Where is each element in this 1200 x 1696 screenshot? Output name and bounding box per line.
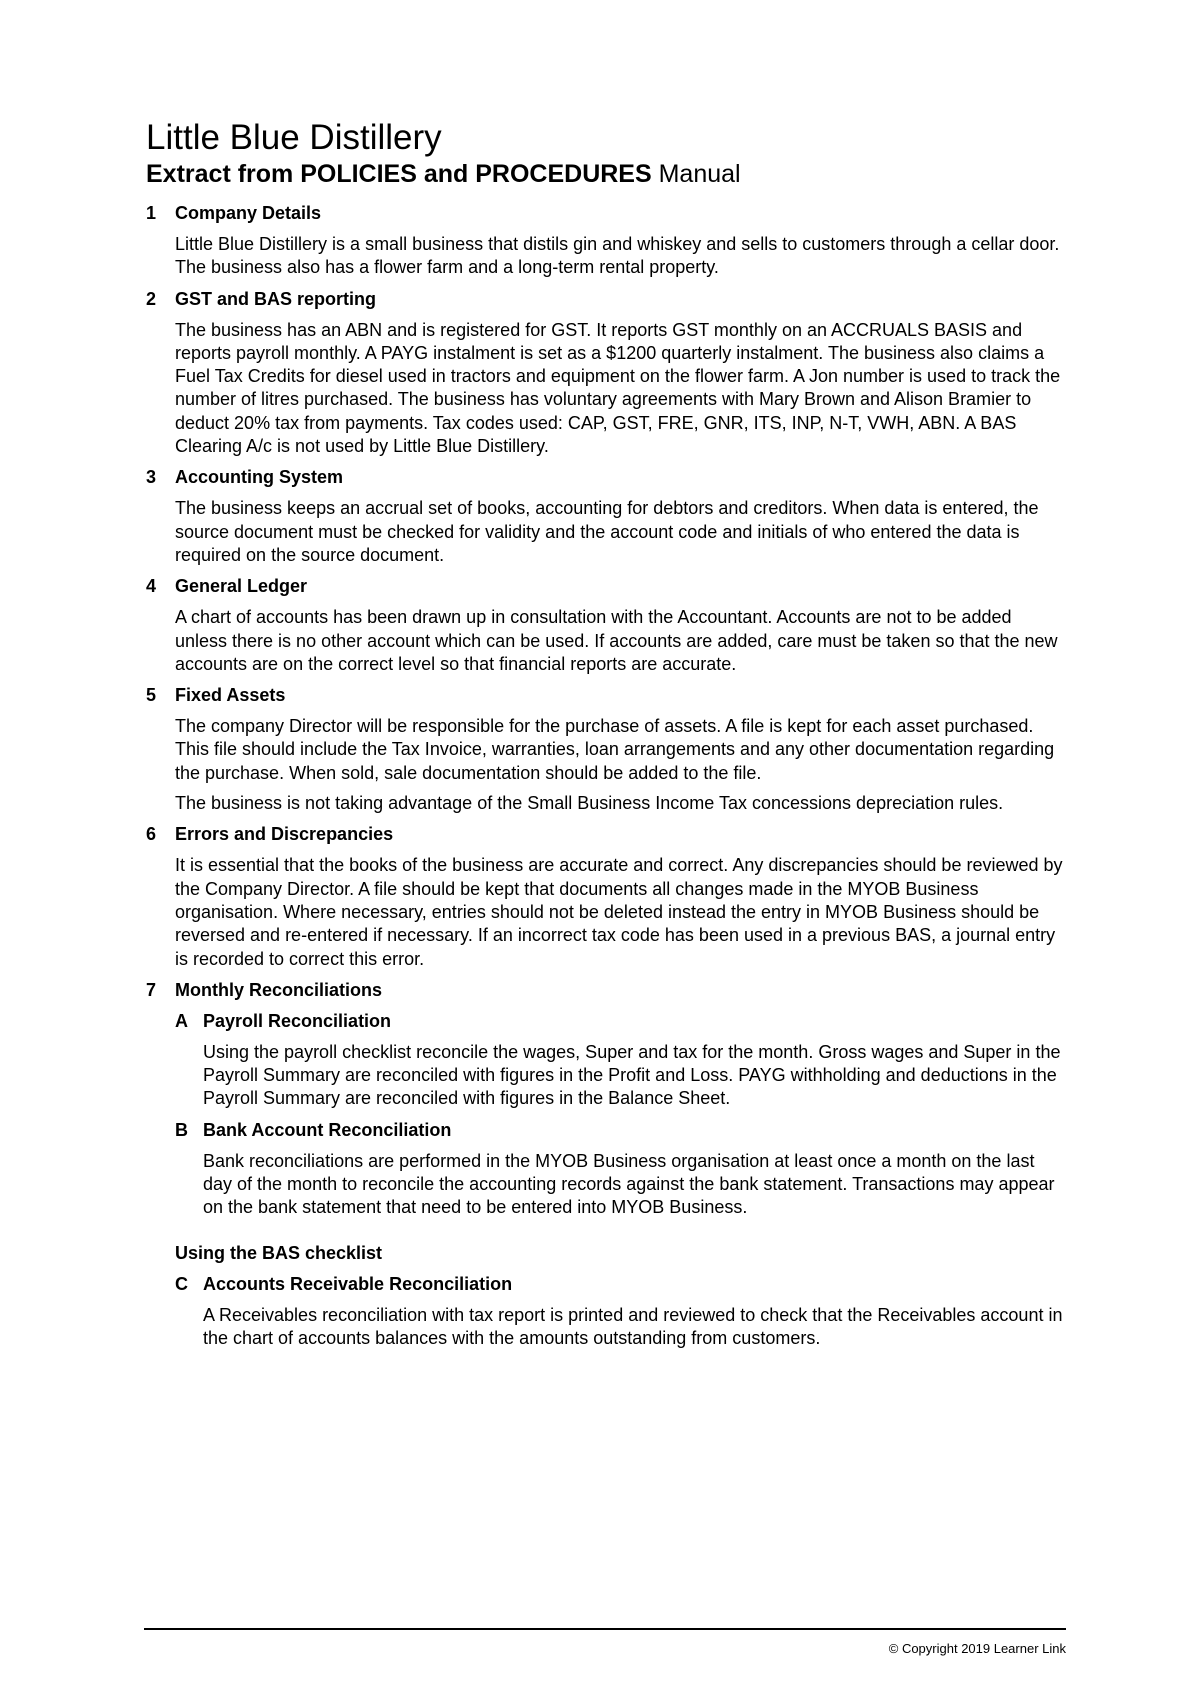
section-body <box>175 233 1066 280</box>
subsection-title: Payroll Reconciliation <box>203 1010 392 1031</box>
section-heading <box>146 979 1066 1002</box>
section-gst-bas-reporting <box>146 288 1066 459</box>
paragraph: The business is not taking advantage of the Small Business Income Tax concessions depreciation rules. <box>175 793 1004 814</box>
section-general-ledger <box>146 575 1066 676</box>
paragraph: The business keeps an accrual set of books, accounting for debtors and creditors. When data is entered, the source document must be checked for validity and the account code and initials of who entered the data is required on the source document. <box>175 498 1039 565</box>
subsection-letter: A <box>175 1010 188 1031</box>
bas-checklist-heading: Using the BAS checklist <box>175 1242 383 1263</box>
section-body <box>175 854 1066 970</box>
document-title: Little Blue Distillery <box>146 118 442 157</box>
section-body <box>175 497 1066 567</box>
subsection-title: Bank Account Reconciliation <box>203 1119 452 1140</box>
footer-divider <box>144 1628 1066 1630</box>
subsection-body <box>203 1150 1066 1220</box>
subsection-letter: B <box>175 1119 188 1140</box>
section-title: GST and BAS reporting <box>175 288 377 309</box>
section-title: Company Details <box>175 203 322 223</box>
section-number: 3 <box>146 467 157 488</box>
section-number: 1 <box>146 203 157 223</box>
paragraph: Little Blue Distillery is a small business that distils gin and whiskey and sells to customers through a cellar door. The business also has a flower farm and a long-term rental property. <box>175 234 1060 278</box>
document-page <box>146 118 1066 1358</box>
section-heading <box>146 823 1066 846</box>
subsection-title: Accounts Receivable Reconciliation <box>203 1273 513 1294</box>
paragraph: Bank reconciliations are performed in the MYOB Business organisation at least once a month on the last day of the month to reconcile the accounting records against the bank statement. Transactions may appear on the bank statement that need to be entered into MYOB Business. <box>203 1150 1055 1218</box>
section-heading <box>146 684 1066 707</box>
section-number: 6 <box>146 824 157 845</box>
section-heading <box>146 575 1066 598</box>
section-body <box>175 715 1066 815</box>
subsection-letter: C <box>175 1273 188 1294</box>
section-company-details <box>146 202 1066 280</box>
paragraph: A Receivables reconciliation with tax report is printed and reviewed to check that the Receivables account in the chart of accounts balances with the amounts outstanding from customers. <box>203 1304 1063 1348</box>
section-monthly-reconciliations <box>146 979 1066 1350</box>
paragraph: Using the payroll checklist reconcile the wages, Super and tax for the month. Gross wages and Super in the Payroll Summary are reconciled with figures in the Profit and Loss. PAYG withholding and deductions in the Payroll Summary are reconciled with figures in the Balance Sheet. <box>203 1041 1061 1109</box>
paragraph: The business has an ABN and is registered for GST. It reports GST monthly on an ACCRUALS BASIS and reports payroll monthly. A PAYG instalment is set as a $1200 quarterly instalment. The business also claims a Fuel Tax Credits for diesel used in tractors and equipment on the flower farm. A Jon number is used to track the number of litres purchased. The business has voluntary agreements with Mary Brown and Alison Bramier to deduct 20% tax from payments. Tax codes used: CAP, GST, FRE, GNR, ITS, INP, N-T, VWH, ABN. A BAS Clearing A/c is not used by Little Blue Distillery. <box>175 319 1061 457</box>
subsection-heading-payroll <box>175 1010 1066 1033</box>
subtitle-rest: Manual <box>658 160 741 188</box>
section-errors-discrepancies <box>146 823 1066 970</box>
section-title: Fixed Assets <box>175 685 286 706</box>
section-heading <box>146 202 1066 225</box>
section-number: 7 <box>146 979 157 1000</box>
paragraph: It is essential that the books of the business are accurate and correct. Any discrepancies should be reviewed by the Company Director. A file should be kept that documents all changes made in the MYOB Business organisation. Where necessary, entries should not be deleted instead the entry in MYOB Business should be reversed and re-entered if necessary. If an incorrect tax code has been used in a previous BAS, a journal entry is recorded to correct this error. <box>175 855 1063 969</box>
section-accounting-system <box>146 466 1066 567</box>
section-body <box>175 606 1066 676</box>
footer-copyright: © Copyright 2019 Learner Link <box>888 1641 1066 1656</box>
section-title: General Ledger <box>175 576 308 597</box>
subtitle-bold: Extract from POLICIES and PROCEDURES <box>146 160 652 188</box>
section-heading <box>146 466 1066 489</box>
section-title: Errors and Discrepancies <box>175 824 394 845</box>
section-title: Monthly Reconciliations <box>175 979 383 1000</box>
subsection-body <box>203 1304 1066 1351</box>
paragraph: A chart of accounts has been drawn up in consultation with the Accountant. Accounts are not to be added unless there is no other account which can be used. If accounts are added, care must be taken so that the new accounts are on the correct level so that financial reports are accurate. <box>175 607 1058 674</box>
document-subtitle <box>146 158 1066 190</box>
subsection-body <box>203 1041 1066 1111</box>
subsection-heading-receivables <box>175 1273 1066 1296</box>
section-number: 5 <box>146 685 157 706</box>
section-heading <box>146 288 1066 311</box>
section-fixed-assets <box>146 684 1066 815</box>
section-number: 2 <box>146 288 157 309</box>
section-body <box>175 319 1066 459</box>
section-title: Accounting System <box>175 467 344 488</box>
paragraph: The company Director will be responsible for the purchase of assets. A file is kept for each asset purchased. This file should include the Tax Invoice, warranties, loan arrangements and any other documentation regarding the purchase. When sold, sale documentation should be added to the file. <box>175 716 1055 783</box>
section-number: 4 <box>146 576 157 597</box>
subsection-heading-bank <box>175 1119 1066 1142</box>
